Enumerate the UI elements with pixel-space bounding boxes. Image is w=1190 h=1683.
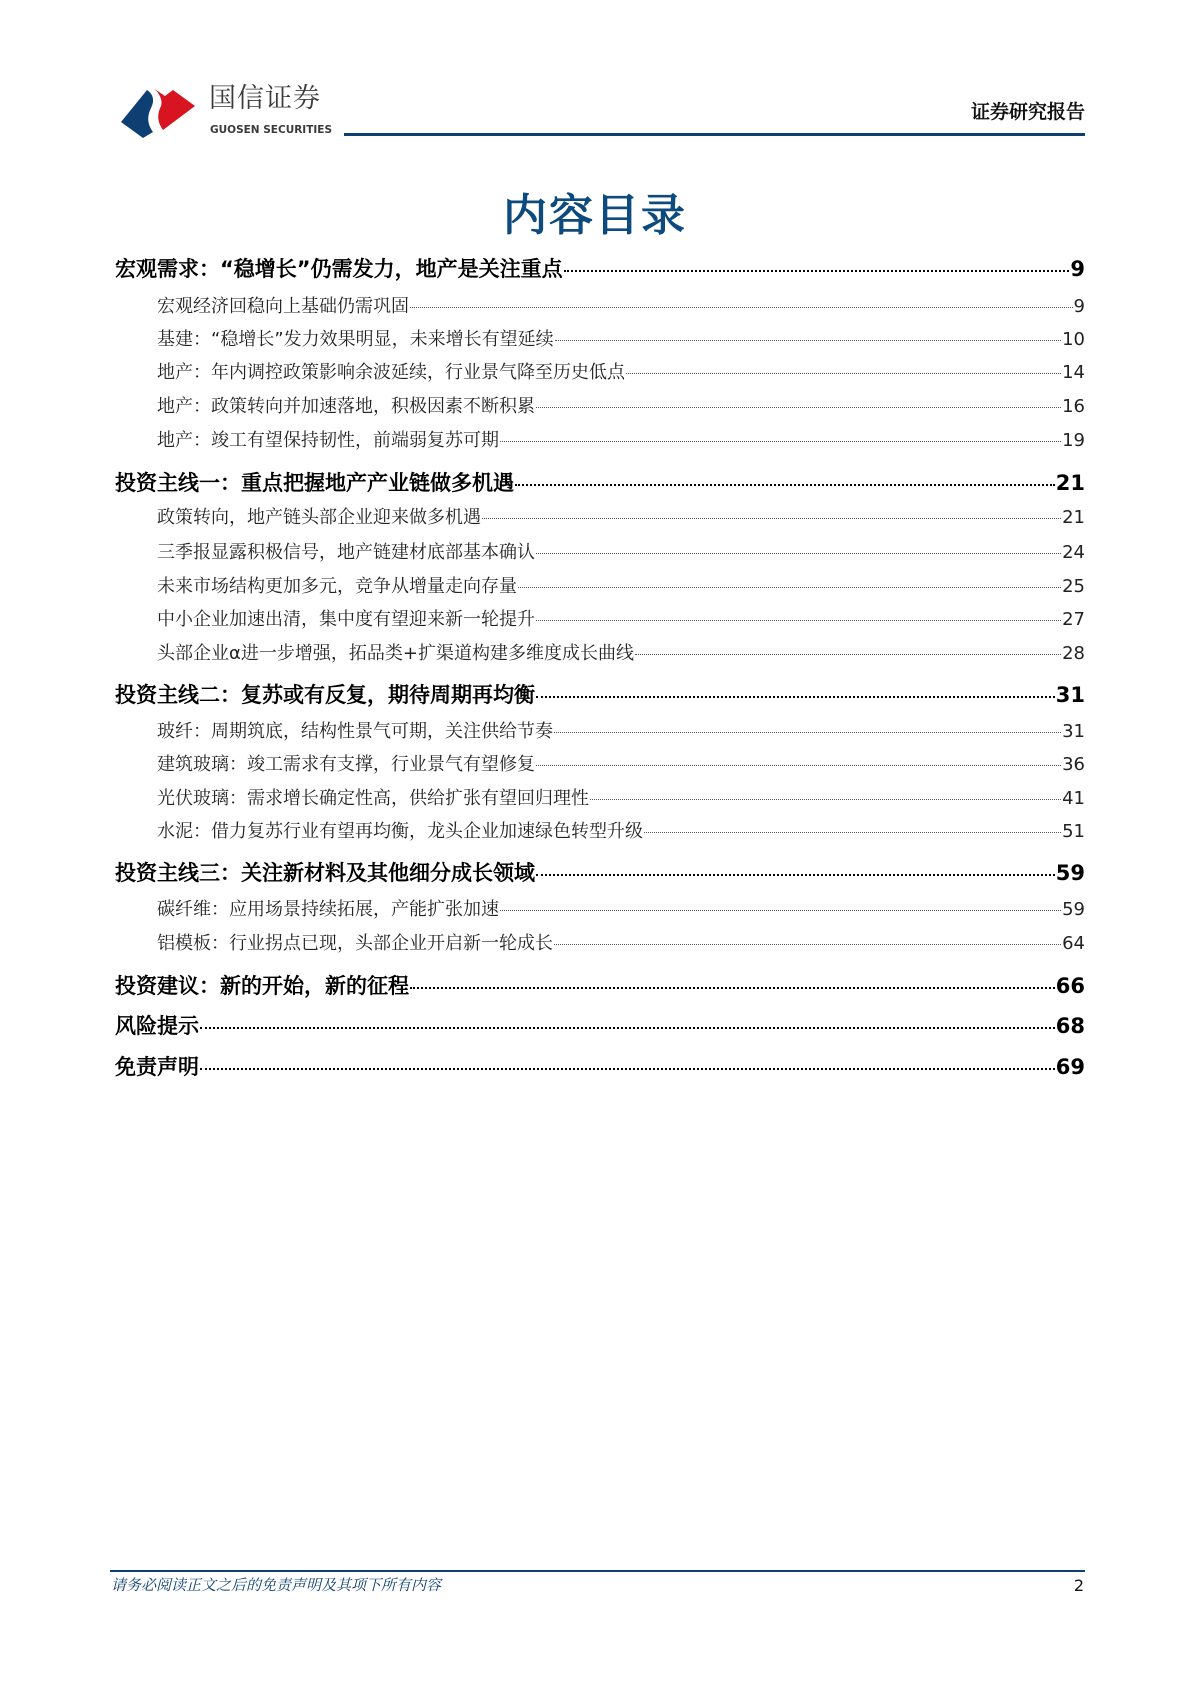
toc-entry-title: 未来市场结构更加多元，竞争从增量走向存量 (157, 576, 517, 597)
toc-dot-leader (536, 407, 1061, 408)
toc-entry-title: 碳纤维：应用场景持续拓展，产能扩张加速 (157, 899, 499, 920)
toc-page-number: 68 (1055, 1014, 1085, 1038)
toc-page-number: 21 (1062, 507, 1085, 528)
toc-entry-title: 政策转向，地产链头部企业迎来做多机遇 (157, 507, 481, 528)
toc-dot-leader (410, 987, 1055, 989)
toc-dot-leader (554, 732, 1061, 733)
toc-subsection-entry[interactable] (157, 430, 1085, 452)
toc-entry-title: 宏观经济回稳向上基础仍需巩固 (157, 296, 409, 317)
page-title: 内容目录 (503, 190, 687, 241)
toc-dot-leader (536, 696, 1055, 698)
toc-dot-leader (644, 832, 1061, 833)
toc-page-number: 19 (1062, 430, 1085, 451)
toc-dot-leader (635, 654, 1061, 655)
toc-dot-leader (536, 874, 1055, 876)
toc-page-number: 9 (1070, 257, 1085, 281)
toc-entry-title: 三季报显露积极信号，地产链建材底部基本确认 (157, 542, 535, 563)
toc-page-number: 14 (1062, 362, 1085, 383)
toc-entry-title: 光伏玻璃：需求增长确定性高，供给扩张有望回归理性 (157, 788, 589, 809)
toc-dot-leader (500, 441, 1061, 442)
page-number: 2 (1073, 1576, 1084, 1595)
toc-subsection-entry[interactable] (157, 542, 1085, 564)
toc-page-number: 10 (1062, 329, 1085, 350)
toc-page-number: 9 (1073, 296, 1085, 317)
toc-page-number: 24 (1062, 542, 1085, 563)
toc-dot-leader (590, 799, 1061, 800)
toc-subsection-entry[interactable] (157, 362, 1085, 384)
toc-section-entry[interactable] (115, 1054, 1085, 1080)
toc-subsection-entry[interactable] (157, 296, 1085, 318)
footer-divider (110, 1570, 1085, 1572)
toc-page-number: 59 (1055, 861, 1085, 885)
toc-subsection-entry[interactable] (157, 396, 1085, 418)
toc-page-number: 31 (1062, 721, 1085, 742)
toc-page-number: 51 (1062, 821, 1085, 842)
toc-entry-title: 头部企业α进一步增强，拓品类+扩渠道构建多维度成长曲线 (157, 643, 634, 664)
toc-entry-title: 中小企业加速出清，集中度有望迎来新一轮提升 (157, 609, 535, 630)
toc-entry-title: 投资建议：新的开始，新的征程 (115, 974, 409, 998)
toc-dot-leader (554, 944, 1061, 945)
header-divider (344, 133, 1085, 136)
toc-dot-leader (555, 340, 1061, 341)
toc-dot-leader (626, 373, 1061, 374)
toc-page-number: 31 (1055, 683, 1085, 707)
toc-entry-title: 铝模板：行业拐点已现，头部企业开启新一轮成长 (157, 933, 553, 954)
toc-entry-title: 水泥：借力复苏行业有望再均衡，龙头企业加速绿色转型升级 (157, 821, 643, 842)
toc-entry-title: 基建：“稳增长”发力效果明显，未来增长有望延续 (157, 329, 554, 350)
logo-chinese-name: 国信证券 (209, 83, 321, 114)
toc-page-number: 27 (1062, 609, 1085, 630)
guosen-logo-icon (117, 86, 203, 140)
toc-entry-title: 地产：年内调控政策影响余波延续，行业景气降至历史低点 (157, 362, 625, 383)
toc-dot-leader (536, 553, 1061, 554)
toc-dot-leader (200, 1027, 1055, 1029)
toc-entry-title: 地产：政策转向并加速落地，积极因素不断积累 (157, 396, 535, 417)
toc-page-number: 64 (1062, 933, 1085, 954)
company-logo (117, 84, 342, 142)
toc-subsection-entry[interactable] (157, 933, 1085, 955)
toc-page-number: 41 (1062, 788, 1085, 809)
toc-subsection-entry[interactable] (157, 609, 1085, 631)
toc-page-number: 69 (1055, 1055, 1085, 1079)
toc-entry-title: 宏观需求：“稳增长”仍需发力，地产是关注重点 (115, 257, 563, 281)
toc-dot-leader (536, 765, 1061, 766)
toc-subsection-entry[interactable] (157, 821, 1085, 843)
toc-dot-leader (515, 484, 1055, 486)
toc-subsection-entry[interactable] (157, 507, 1085, 529)
toc-entry-title: 风险提示 (115, 1014, 199, 1038)
toc-subsection-entry[interactable] (157, 754, 1085, 776)
toc-entry-title: 投资主线三：关注新材料及其他细分成长领域 (115, 861, 535, 885)
toc-dot-leader (200, 1068, 1055, 1070)
toc-dot-leader (482, 518, 1061, 519)
toc-dot-leader (410, 307, 1073, 308)
toc-page-number: 66 (1055, 974, 1085, 998)
logo-english-name: GUOSEN SECURITIES (210, 124, 333, 136)
toc-dot-leader (500, 910, 1061, 911)
toc-page-number: 36 (1062, 754, 1085, 775)
report-type-label: 证券研究报告 (970, 101, 1085, 123)
toc-subsection-entry[interactable] (157, 576, 1085, 598)
toc-subsection-entry[interactable] (157, 788, 1085, 810)
toc-dot-leader (518, 587, 1061, 588)
toc-section-entry[interactable] (115, 256, 1085, 282)
toc-subsection-entry[interactable] (157, 329, 1085, 351)
toc-section-entry[interactable] (115, 470, 1085, 496)
toc-page-number: 16 (1062, 396, 1085, 417)
toc-entry-title: 地产：竣工有望保持韧性，前端弱复苏可期 (157, 430, 499, 451)
toc-entry-title: 投资主线二：复苏或有反复，期待周期再均衡 (115, 683, 535, 707)
toc-entry-title: 投资主线一：重点把握地产产业链做多机遇 (115, 471, 514, 495)
footer-disclaimer: 请务必阅读正文之后的免责声明及其项下所有内容 (111, 1576, 442, 1594)
toc-section-entry[interactable] (115, 860, 1085, 886)
toc-subsection-entry[interactable] (157, 721, 1085, 743)
toc-section-entry[interactable] (115, 682, 1085, 708)
toc-subsection-entry[interactable] (157, 899, 1085, 921)
toc-dot-leader (564, 270, 1070, 272)
toc-section-entry[interactable] (115, 1013, 1085, 1039)
toc-dot-leader (536, 620, 1061, 621)
toc-page-number: 25 (1062, 576, 1085, 597)
toc-page-number: 21 (1055, 471, 1085, 495)
toc-entry-title: 建筑玻璃：竣工需求有支撑，行业景气有望修复 (157, 754, 535, 775)
toc-section-entry[interactable] (115, 973, 1085, 999)
toc-entry-title: 玻纤：周期筑底，结构性景气可期，关注供给节奏 (157, 721, 553, 742)
toc-page-number: 28 (1062, 643, 1085, 664)
toc-entry-title: 免责声明 (115, 1055, 199, 1079)
toc-subsection-entry[interactable] (157, 643, 1085, 665)
toc-page-number: 59 (1062, 899, 1085, 920)
